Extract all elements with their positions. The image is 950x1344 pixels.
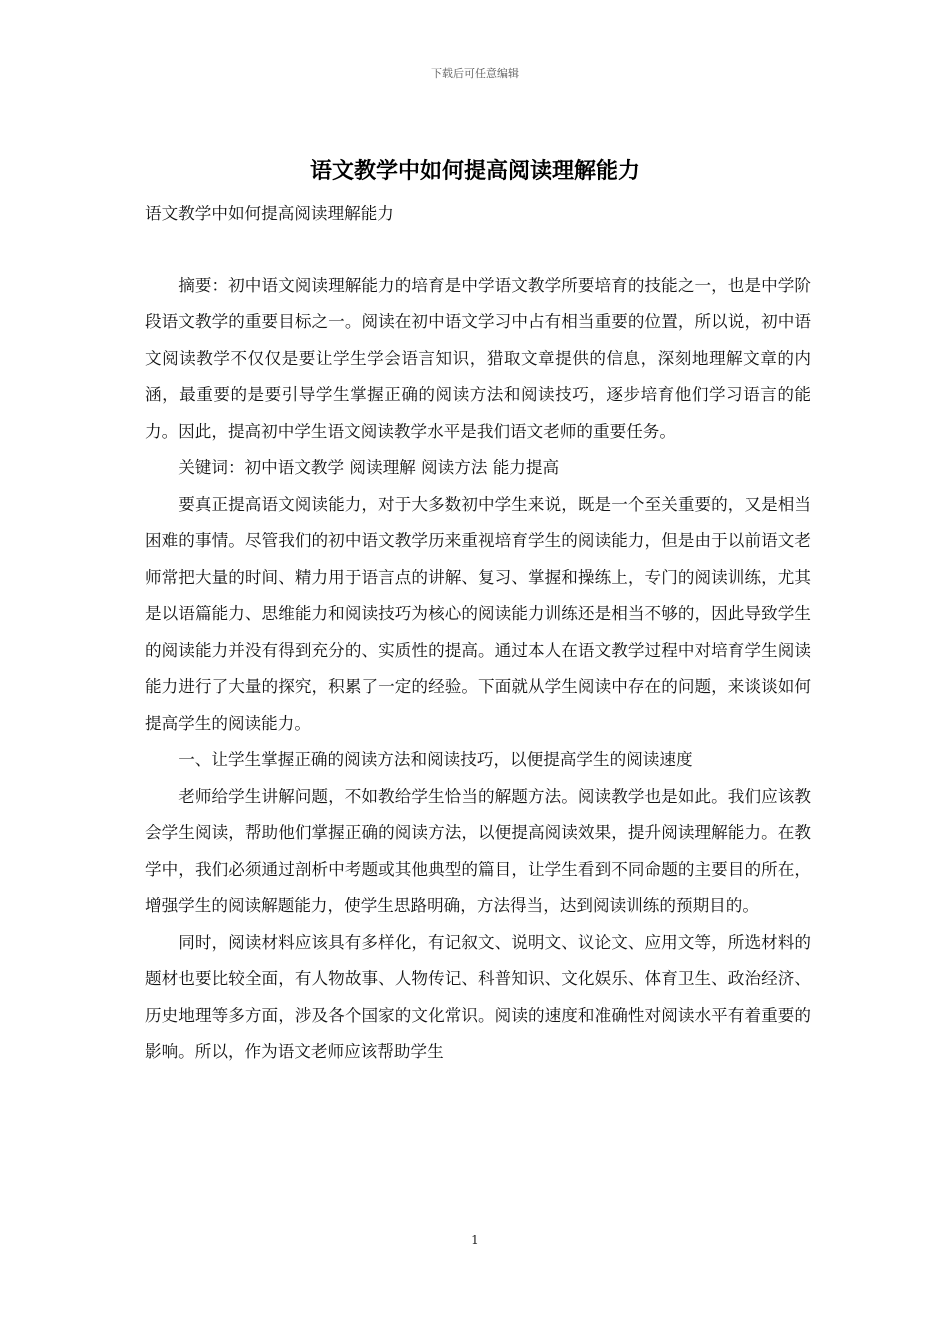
document-title: 语文教学中如何提高阅读理解能力: [309, 158, 640, 184]
body-paragraph: 老师给学生讲解问题，不如教给学生恰当的解题方法。阅读教学也是如此。我们应该教会学生阅读，帮助他们掌握正确的阅读方法，以便提高阅读效果，提升阅读理解能力。在教学中，我们必须通过剖析中考题或其他典型的篇目，让学生看到不同命题的主要目的所在，增强学生的阅读解题能力，使学生思路明确，方法得当，达到阅读训练的预期目的。: [145, 786, 811, 915]
document-body: [145, 196, 811, 1071]
page-number: 1: [471, 1233, 479, 1247]
abstract-paragraph: 摘要：初中语文阅读理解能力的培育是中学语文教学所要培育的技能之一，也是中学阶段语文教学的重要目标之一。阅读在初中语文学习中占有相当重要的位置，所以说，初中语文阅读教学不仅仅是要让学生学会语言知识，猎取文章提供的信息，深刻地理解文章的内涵，最重要的是要引导学生掌握正确的阅读方法和阅读技巧，逐步培育他们学习语言的能力。因此，提高初中学生语文阅读教学水平是我们语文老师的重要任务。: [145, 275, 811, 441]
body-paragraph: 同时，阅读材料应该具有多样化，有记叙文、说明文、议论文、应用文等，所选材料的题材也要比较全面，有人物故事、人物传记、科普知识、文化娱乐、体育卫生、政治经济、历史地理等多方面，涉及各个国家的文化常识。阅读的速度和准确性对阅读水平有着重要的影响。所以，作为语文老师应该帮助学生: [145, 932, 811, 1061]
document-subtitle: 语文教学中如何提高阅读理解能力: [145, 204, 394, 223]
page-header-note: 下载后可任意编辑: [431, 67, 519, 80]
body-paragraph: 要真正提高语文阅读能力，对于大多数初中学生来说，既是一个至关重要的，又是相当困难的事情。尽管我们的初中语文教学历来重视培育学生的阅读能力，但是由于以前语文老师常把大量的时间、精力用于语言点的讲解、复习、掌握和操练上，专门的阅读训练，尤其是以语篇能力、思维能力和阅读技巧为核心的阅读能力训练还是相当不够的，因此导致学生的阅读能力并没有得到充分的、实质性的提高。通过本人在语文教学过程中对培育学生阅读能力进行了大量的探究，积累了一定的经验。下面就从学生阅读中存在的问题，来谈谈如何提高学生的阅读能力。: [145, 494, 811, 733]
keywords-paragraph: 关键词：初中语文教学 阅读理解 阅读方法 能力提高: [178, 458, 560, 477]
section-heading: 一、让学生掌握正确的阅读方法和阅读技巧，以便提高学生的阅读速度: [178, 750, 693, 769]
